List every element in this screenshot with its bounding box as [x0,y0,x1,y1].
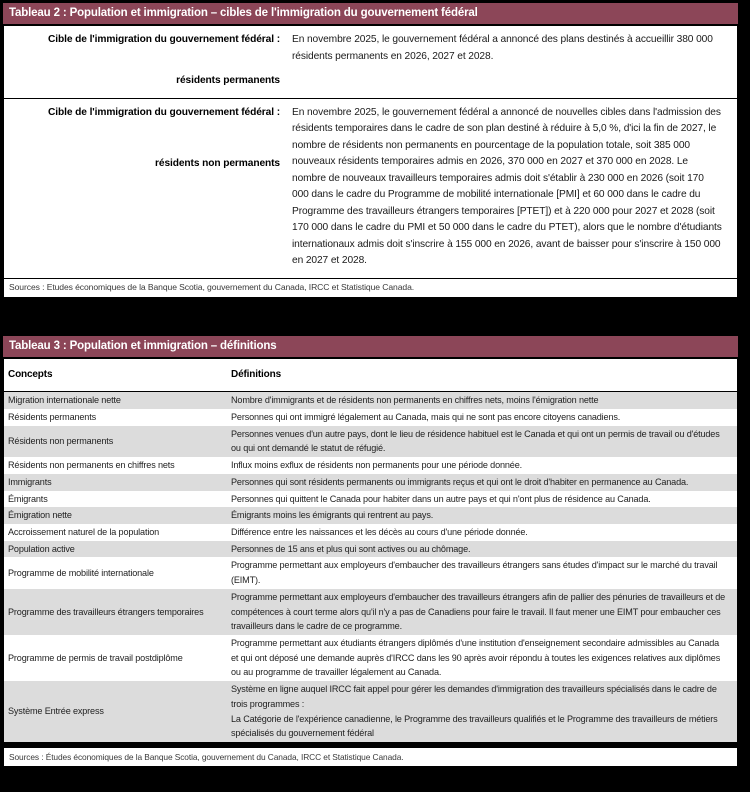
table-3-row-5-concept: Émigrants [4,491,227,508]
table-3-row-0-definition: Nombre d'immigrants et de résidents non permanents en chiffres nets, moins l'émigration nette [227,392,737,409]
table-3-row-4-definition: Personnes qui sont résidents permanents ou immigrants reçus et qui ont le droit d'habiter en permanence au Canada. [227,474,737,491]
table-3-row-9-definition: Programme permettant aux employeurs d'embaucher des travailleurs étrangers sans études d'impact sur le marché du travail (EIMT). [227,557,737,588]
table-3-block [3,336,738,743]
table-row [4,524,737,541]
table-3-row-3-definition: Influx moins exflux de résidents non permanents pour une période donnée. [227,457,737,474]
table-2-row-0-label-line1: Cible de l'immigration du gouvernement fédéral : [48,34,280,46]
table-3-col-definitions: Définitions [227,359,737,392]
table-2-row-0-body: En novembre 2025, le gouvernement fédéral a annoncé des plans destinés à accueillir 380 000 résidents permanents en 2026, 2027 et 2028. [286,26,737,98]
table-3-row-5-definition: Personnes qui quittent le Canada pour habiter dans un autre pays et qui n'ont plus de résidence au Canada. [227,491,737,508]
table-row [4,681,737,742]
table-row [4,474,737,491]
table-2-block [3,3,738,298]
table-row [4,557,737,588]
table-2-frame [3,24,738,298]
table-2-row-1-label-line2: résidents non permanents [155,157,280,169]
table-row [4,392,737,409]
table-3-row-4-concept: Immigrants [4,474,227,491]
table-3-frame [3,357,738,743]
table-3-row-11-concept: Programme de permis de travail postdiplôme [4,635,227,681]
table-3-row-11-definition: Programme permettant aux étudiants étrangers diplômés d'une institution d'enseignement secondaire admissibles au Canada et qui ont déposé une demande auprès d'IRCC dans les 90 après avoir répondu à toutes les exigences relatives aux diplômes ou au programme de travailler légalement au Canada. [227,635,737,681]
table-3-row-3-concept: Résidents non permanents en chiffres nets [4,457,227,474]
table-3-row-8-concept: Population active [4,541,227,558]
table-3-row-0-concept: Migration internationale nette [4,392,227,409]
table-3-row-12-concept: Système Entrée express [4,681,227,742]
table-row [4,98,737,278]
table-3-row-8-definition: Personnes de 15 ans et plus qui sont actives ou au chômage. [227,541,737,558]
table-row [4,541,737,558]
table-2-row-0-label [4,26,286,98]
table-3-row-6-concept: Émigration nette [4,507,227,524]
table-row [4,26,737,98]
table-3-row-2-definition: Personnes venues d'un autre pays, dont le lieu de résidence habituel est le Canada et qui ont un permis de travail ou d'études ou qui ont demandé le statut de réfugié. [227,426,737,457]
table-3 [4,359,737,742]
table-3-row-7-concept: Accroissement naturel de la population [4,524,227,541]
table-3-col-concepts: Concepts [4,359,227,392]
table-row [4,491,737,508]
table-3-row-1-concept: Résidents permanents [4,409,227,426]
table-row [4,507,737,524]
table-3-row-6-definition: Émigrants moins les émigrants qui rentrent au pays. [227,507,737,524]
table-2 [4,26,737,278]
table-3-row-2-concept: Résidents non permanents [4,426,227,457]
table-row [4,635,737,681]
table-3-title: Tableau 3 : Population et immigration – définitions [3,336,738,357]
table-3-row-1-definition: Personnes qui ont immigré légalement au Canada, mais qui ne sont pas encore citoyens canadiens. [227,409,737,426]
table-2-row-0-label-line2: résidents permanents [176,75,280,87]
table-3-row-12-definition [227,681,737,742]
table-row [4,589,737,635]
table-3-row-12-definition-line2: La Catégorie de l'expérience canadienne, le Programme des travailleurs qualifiés et le Programme des travailleurs de métiers spécialisés du gouvernement fédéral [231,713,718,739]
table-row [4,426,737,457]
table-2-row-1-label-line1: Cible de l'immigration du gouvernement fédéral : [48,106,280,118]
table-3-header-row [4,359,737,392]
table-2-row-1-label [4,98,286,278]
table-row [4,409,737,426]
table-row [4,457,737,474]
table-2-title: Tableau 2 : Population et immigration – cibles de l'immigration du gouvernement fédéral [3,3,738,24]
table-3-row-7-definition: Différence entre les naissances et les décès au cours d'une période donnée. [227,524,737,541]
table-3-sources: Sources : Études économiques de la Banque Scotia, gouvernement du Canada, IRCC et Statistique Canada. [3,747,738,767]
table-2-sources: Sources : Etudes économiques de la Banque Scotia, gouvernement du Canada, IRCC et Statistique Canada. [4,278,737,297]
table-3-row-10-concept: Programme des travailleurs étrangers temporaires [4,589,227,635]
table-3-row-9-concept: Programme de mobilité internationale [4,557,227,588]
table-3-row-12-definition-line1: Système en ligne auquel IRCC fait appel pour gérer les demandes d'immigration des travailleurs spécialisés dans le cadre de trois programmes : [231,684,717,709]
table-2-row-1-body: En novembre 2025, le gouvernement fédéral a annoncé de nouvelles cibles dans l'admission des résidents temporaires dans le cadre de son plan destiné à réduire à 5,0 %, d'ici la fin de 2027, le nombre de résidents non permanents en pourcentage de la population totale, soit 385 000 nouveaux résidents temporaires admis en 2026, 370 000 en 2027 et 370 000 en 2028. Le nombre de nouveaux travailleurs temporaires admis doit s'établir à 230 000 en 2026 (soit 170 000 dans le cadre du Programme de mobilité internationale [PMI] et 60 000 dans le cadre du Programme des travailleurs étrangers temporaires [PTET]) et à 220 000 pour 2027 et 2028 (soit 170 000 dans le cadre du PMI et 50 000 dans le cadre du PTET), alors que le nombre d'étudiants internationaux admis doit s'inscrire à 155 000 en 2026, avant de baisser pour s'inscrire à 150 000 en 2027 et 2028. [292,106,722,267]
table-3-row-10-definition: Programme permettant aux employeurs d'embaucher des travailleurs étrangers afin de pallier des pénuries de travailleurs et de compétences à court terme alors qu'il n'y a pas de Canadiens pour faire le travail. Il faut mener une EIMT pour embaucher ces travailleurs dans le cadre de ce programme. [227,589,737,635]
